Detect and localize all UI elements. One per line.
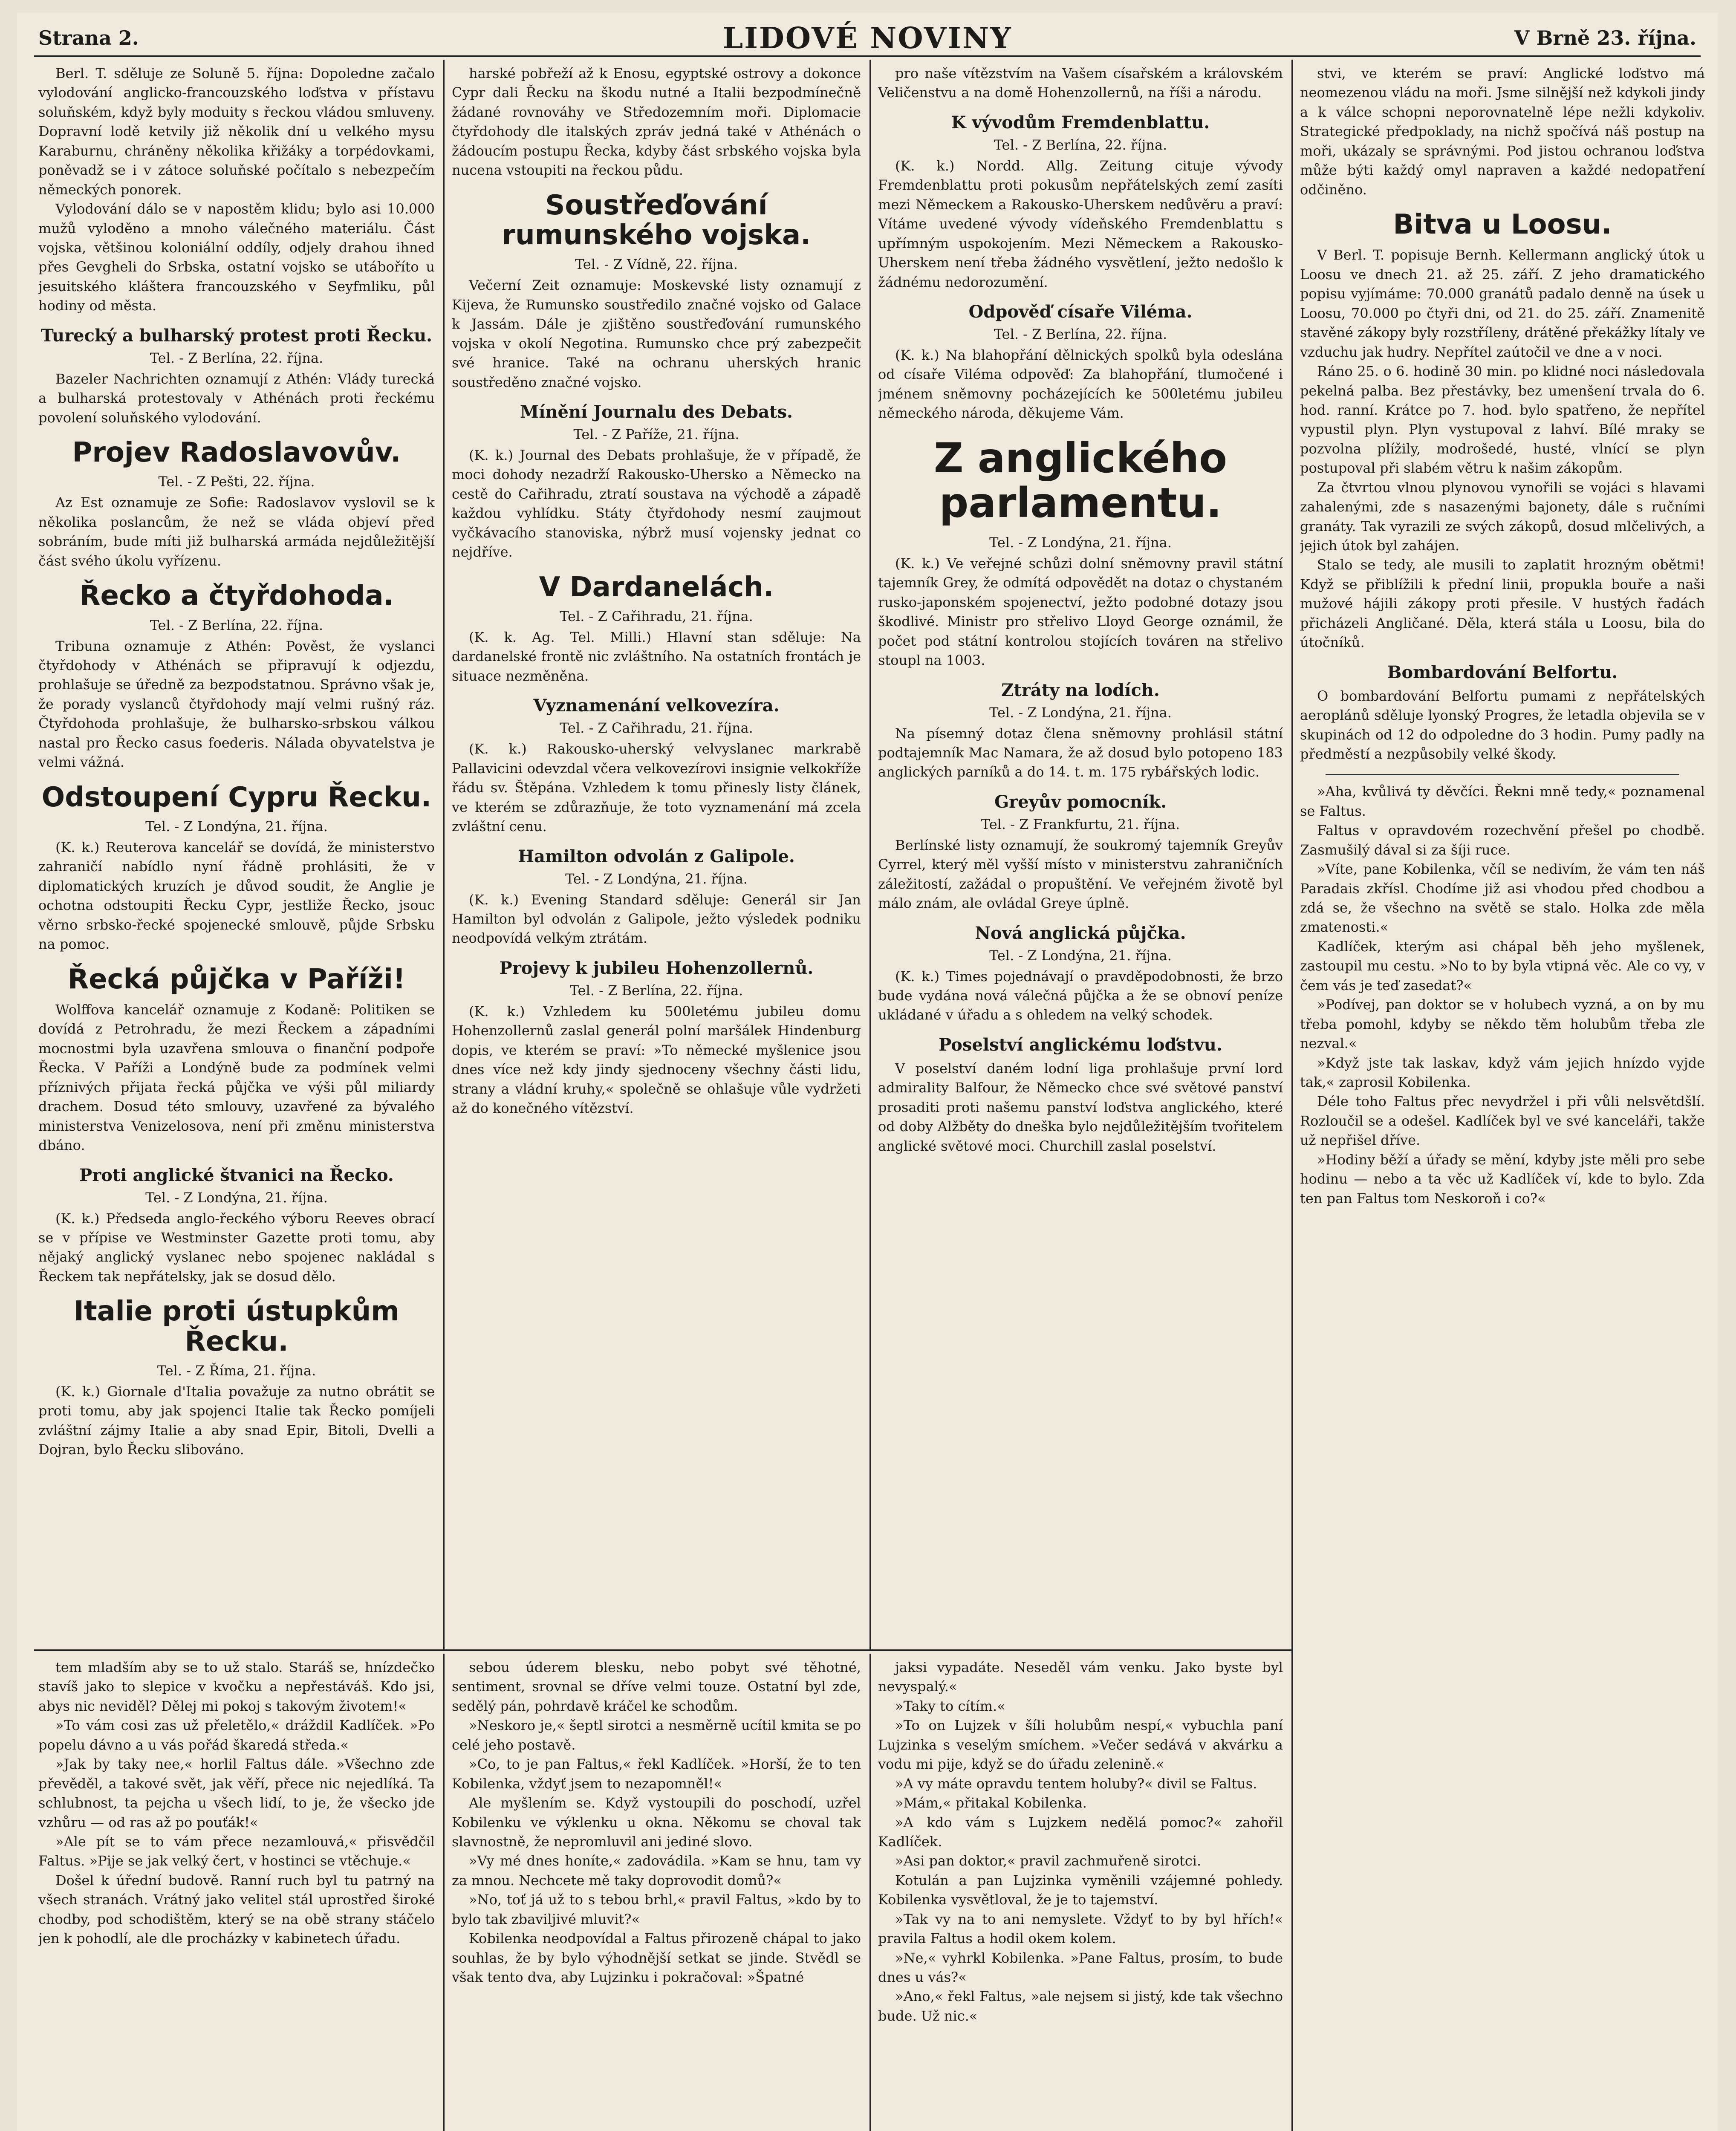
article	[38, 581, 435, 772]
story-paragraph: »Vy mé dnes honíte,« zadovádila. »Kam se hnu, tam vy za mnou. Nechcete mě taky doprovodit domů?«	[452, 1853, 861, 1888]
story-paragraph: jaksi vypadáte. Neseděl vám venku. Jako byste byl nevyspalý.«	[878, 1659, 1283, 1695]
article-headline: Projev Radoslavovův.	[72, 437, 401, 468]
feuilleton-column-3	[878, 1658, 1283, 2131]
article-paragraph: (K. k.) Journal des Debats prohlašuje, že v případě, že moci dohody nezadrží Rakousko-Uhersko a Německo na cestě do Cařihradu, ztratí soustava na východě a západě každou vyhlídku. Státy čtyřdohody nesmí zaujmout vyčkávacího stanoviska, nýbrž musí vojensky jednat co nejdříve.	[452, 447, 861, 560]
article-dateline: Tel. - Z Cařihradu, 21. října.	[560, 608, 753, 625]
column-rule	[443, 60, 445, 1649]
article-paragraph: O bombardování Belfortu pumami z nepřátelských aeroplánů sděluje lyonský Progres, že letadla objevila se v skupinách od 12 do odpoledne do 3 hodin. Pumy padly na předměstí a nezpůsobily velké škody.	[1300, 687, 1705, 762]
story-paragraph: »Víte, pane Kobilenka, včíl se nedivím, že vám ten náš Paradais zkřísl. Chodíme již asi vhodou před chodbou a zdá se, že všechno na světě se stalo. Holka zde měla zmatenosti.«	[1300, 861, 1705, 936]
feuilleton-rule	[34, 1649, 1291, 1651]
story-paragraph: Došel k úřední budově. Ranní ruch byl tu patrný na všech stranách. Vrátný jako velitel stál uprostřed široké chodby, pod schodištěm, který se na obě strany stáčelo jen k pohodlí, ale dle procházky v kabinetech úřadu.	[38, 1872, 435, 1947]
article-paragraph: (K. k. Ag. Tel. Milli.) Hlavní stan sděluje: Na dardanelské frontě nic zvláštního. Na ostatních frontách je situace nezměněna.	[452, 629, 861, 684]
article-paragraph: Za čtvrtou vlnou plynovou vynořili se vojáci s hlavami zahalenými, zde s nasazenými bajonety, dále s ručními granáty. Tak vyrazili ze svých zákopů, dosud mlčelivých, a jejich útok byl zahájen.	[1300, 479, 1705, 554]
story-paragraph: »Ano,« řekl Faltus, »ale nejsem si jistý, kde tak všechno bude. Už nic.«	[878, 1988, 1283, 2024]
article-paragraph: V Berl. T. popisuje Bernh. Kellermann anglický útok u Loosu ve dnech 21. až 25. září. Z jeho dramatického popisu vyjímáme: 70.000 granátů padalo denně na úsek u Loosu, 70.000 po čtyři dni, od 21. do 25. září. Znamenitě stavěné zákopy byly rozstříleny, drátěné překážky lítaly ve vzduchu jak hudry. Nepřítel zaútočil ve dne a v noci.	[1300, 247, 1705, 360]
article	[878, 924, 1283, 1025]
column-rule	[443, 1654, 445, 2131]
article	[38, 783, 435, 954]
article-headline: Řecko a čtyřdohoda.	[79, 580, 394, 612]
story-paragraph: »Podívej, pan doktor se v holubech vyzná, a on by mu třeba pomohl, kdyby se někdo těm holubům třeba zle nezval.«	[1300, 996, 1705, 1052]
article	[1300, 663, 1705, 764]
article-headline: Bitva u Loosu.	[1393, 209, 1612, 241]
article-paragraph: V poselství daném lodní liga prohlašuje první lord admirality Balfour, že Německo chce své světové panství prosaditi proti našemu panství loďstva anglického, které od doby Alžběty do dneška bylo nejdůležitějším tvořitelem anglické světové moci. Churchill zaslal poselství.	[878, 1060, 1283, 1154]
article-paragraph: Tribuna oznamuje z Athén: Pověst, že vyslanci čtyřdohody v Athénách se připravují k odjezdu, prohlašuje se úředně za bezpodstatnou. Správno však je, že porady vyslanců čtyřdohody mají velmi rušný ráz. Čtyřdohoda prohlašuje, že bulharsko-srbskou válkou nastal pro Řecko casus foederis. Nálada obyvatelstva je velmi vážná.	[38, 638, 435, 771]
article-headline: V Dardanelách.	[539, 571, 774, 603]
story-paragraph: »Asi pan doktor,« pravil zachmuřeně sirotci.	[895, 1853, 1202, 1869]
article-dateline: Tel. - Z Frankfurtu, 21. října.	[981, 816, 1180, 832]
article-headline: Italie proti ústupkům Řecku.	[74, 1296, 399, 1357]
column-4	[1300, 64, 1705, 2131]
story-paragraph: »Jak by taky nee,« horlil Faltus dále. »Všechno zde převěděl, a takové svět, jak věří, přece nic nejedlíká. Ta schlubnost, ta pejcha u všech lidí, to je, že všecko jde vzhůru — od ras až po pouťák!«	[38, 1756, 435, 1831]
story-paragraph: Kotulán a pan Lujzinka vyměnili vzájemné pohledy. Kobilenka vysvětloval, že je to tajemství.	[878, 1872, 1283, 1908]
article	[1300, 210, 1705, 653]
story-paragraph: tem mladším aby se to už stalo. Staráš se, hnízdečko stavíš jako to slepice v kvočku a nepřestáváš. Kdo jsi, abys nic neviděl? Dělej mi pokoj s takovým životem!«	[38, 1659, 435, 1714]
article-paragraph: (K. k.) Giornale d'Italia považuje za nutno obrátit se proti tomu, aby jak spojenci Italie tak Řecko pomíjeli zvláštní zájmy Italie a aby snad Epir, Bitoli, Dvelli a Dojran, bylo Řecku slibováno.	[38, 1383, 435, 1458]
article-paragraph: Večerní Zeit oznamuje: Moskevské listy oznamují z Kijeva, že Rumunsko soustředilo značné vojsko od Galace k Jassám. Dále je zjištěno soustřeďování rumunského vojska v okolí Negotina. Rumunsko chce prý zabezpečit své hranice. Také na ochranu uherských hranic soustředěno značné vojsko.	[452, 277, 861, 390]
article-headline: Odpověď císaře Viléma.	[968, 301, 1193, 322]
article-paragraph: stvi, ve kterém se praví: Anglické loďstvo má neomezenou vládu na moři. Jsme silnější než kdykoli jindy a k válce schopni neporovnatelně lépe nežli kdykoliv. Strategické předpoklady, na nichž spočívá náš postup na moři, ukázaly se správnými. Pod jistou ochranou loďstva může býti každý omyl napraven a každé nedopatření odčiněno.	[1300, 65, 1705, 198]
story-paragraph: »Tak vy na to ani nemyslete. Vždyť to by byl hřích!« pravila Faltus a hodil okem kolem.	[878, 1911, 1283, 1947]
article	[878, 64, 1283, 103]
article-headline: Soustřeďování rumunského vojska.	[502, 189, 811, 251]
article-paragraph: (K. k.) Předseda anglo-řeckého výboru Reeves obrací se v přípise ve Westminster Gazette proti tomu, aby nějaký anglický vyslanec nebo spojenec nakládal s Řeckem tak nepřátelsky, jak se dosud dělo.	[38, 1210, 435, 1285]
article-dateline: Tel. - Z Londýna, 21. října.	[989, 534, 1172, 551]
article	[452, 64, 861, 180]
article-paragraph: Wolffova kancelář oznamuje z Kodaně: Politiken se dovídá z Petrohradu, že mezi Řeckem a západními mocnostmi byla uzavřena smlouva o finanční podpoře Řecka. V Paříži a Londýně bude za podmínek velmi příznivých přijata řecká půjčka ve výši půl miliardy drachem. Dosud této smlouvy, uzavřené za bývalého ministerstva Venizelosova, není při změnu ministerstva dbáno.	[38, 1002, 435, 1154]
story-paragraph: sebou úderem blesku, nebo pobyt své těhotné, sentiment, srovnal se dříve velmi touze. Ostatní byl zde, sedělý pán, pohrdavě kráčel ke schodům.	[452, 1659, 861, 1714]
article-headline: Z anglického parlamentu.	[933, 434, 1228, 527]
section-separator	[1326, 774, 1679, 775]
article-dateline: Tel. - Z Berlína, 22. října.	[150, 349, 324, 366]
article-paragraph: Stalo se tedy, ale musili to zaplatit hrozným obětmi! Když se přiblížili k přední linii, propukla bouře a naši mužové hájili zákopy proti přesile. V hustých řadách přicházeli Angličané. Děla, která stála u Loosu, bila do útočníků.	[1300, 557, 1705, 651]
story-paragraph: »Neskoro je,« šeptl sirotci a nesměrně ucítil kmita se po celé jeho postavě.	[452, 1717, 861, 1753]
story-paragraph: »Ale pít se to vám přece nezamlouvá,« přisvědčil Faltus. »Pije se jak velký čert, v hostinci se vtěchuje.«	[38, 1833, 435, 1869]
article-paragraph: Ráno 25. o 6. hodině 30 min. po klidné noci následovala pekelná palba. Bez přestávky, bez umenšení trvala do 6. hod. ranní. Krátce po 7. hod. bylo spatřeno, že nepřítel vypustil plyn. Plyn vystupoval z lahví. Bílé mraky se pozvolna plížily, modrošedé, husté, vlnící se plyn postupoval při slabém větru k našim zákopům.	[1300, 363, 1705, 476]
column-3	[878, 64, 1283, 1645]
article-dateline: Tel. - Z Londýna, 21. října.	[989, 704, 1172, 721]
article	[878, 681, 1283, 782]
article-dateline: Tel. - Z Berlína, 22. října.	[569, 982, 743, 999]
article-paragraph: Az Est oznamuje ze Sofie: Radoslavov vyslovil se k několika poslancům, že než se vláda objeví před sobráním, bude míti již bulharská armáda nejdůležitější část svého úkolu vyřízenu.	[38, 494, 435, 569]
story-paragraph: »A vy máte opravdu tentem holuby?« divil se Faltus.	[895, 1775, 1257, 1792]
story-paragraph: Faltus v opravdovém rozechvění přešel po chodbě. Zasmušilý dával si za šíji ruce.	[1300, 822, 1705, 858]
article	[452, 191, 861, 392]
article-dateline: Tel. - Z Pešti, 22. října.	[158, 474, 315, 490]
story-paragraph: »Hodiny běží a úřady se mění, kdyby jste měli pro sebe hodinu — nebo a ta věc už Kadlíček ví, kde to bylo. Zda ten pan Faltus tom Neskoroň i co?«	[1300, 1151, 1705, 1207]
story-paragraph: »Mám,« přitakal Kobilenka.	[895, 1795, 1087, 1811]
issue-date: V Brně 23. října.	[1514, 26, 1696, 49]
story-paragraph: »Ne,« vyhrkl Kobilenka. »Pane Faltus, prosím, to bude dnes u vás?«	[878, 1949, 1283, 1985]
article-dateline: Tel. - Z Berlína, 22. října.	[150, 617, 324, 633]
article	[38, 964, 435, 1155]
article-dateline: Tel. - Z Londýna, 21. října.	[565, 870, 748, 887]
article-dateline: Tel. - Z Cařihradu, 21. října.	[560, 720, 753, 736]
article-paragraph: (K. k.) Na blahopřání dělnických spolků byla odeslána od císaře Viléma odpověď: Za blahopřání, tlumočené i jménem sněmovny pocházejících ke 500letému jubileu německého národa, děkujeme Vám.	[878, 347, 1283, 422]
column-rule	[1291, 60, 1293, 2131]
article-paragraph: Vylodování dálo se v napostěm klidu; bylo asi 10.000 mužů vyloděno a mnoho válečného materiálu. Část vojska, většinou koloniální oddíly, odjely drahou ihned přes Gevgheli do Srbska, ostatní vojsko se utáboříto u jesuitského kláštera francouzského v Seyfmliku, půl hodiny od města.	[38, 201, 435, 314]
article-paragraph: Na písemný dotaz člena sněmovny prohlásil státní podtajemník Mac Namara, že až dosud bylo potopeno 183 anglických parníků a do 14. t. m. 175 rybářských lodic.	[878, 725, 1283, 780]
article	[452, 959, 861, 1118]
article-dateline: Tel. - Z Říma, 21. října.	[157, 1363, 316, 1379]
article	[452, 402, 861, 562]
story-paragraph: »Když jste tak laskav, když vám jejich hnízdo vyjde tak,« zaprosil Kobilenka.	[1300, 1054, 1705, 1090]
article-paragraph: (K. k.) Rakousko-uherský velvyslanec markrabě Pallavicini odevzdal včera velkovezírovi insignie velkokříže řádu sv. Štěpána. Vzhledem k tomu přinesly listy článek, ve kterém se zdůrazňuje, že toto vyznamenání má zcela zvláštní cenu.	[452, 741, 861, 835]
article	[878, 113, 1283, 292]
article-headline: K vývodům Fremdenblattu.	[951, 112, 1210, 133]
article	[878, 436, 1283, 670]
article-paragraph: (K. k.) Vzhledem ku 500letému jubileu domu Hohenzollernů zaslal generál polní maršálek Hindenburg dopis, ve kterém se praví: »To německé myšlenice jsou dnes více než kdy jindy sjednoceny všechny části lidu, strany a vládní kruhy,« společně se ohlašuje vůle vydržeti až do konečného vítězství.	[452, 1003, 861, 1117]
story-paragraph: Kadlíček, kterým asi chápal běh jeho myšlenek, zastoupil mu cestu. »No to by byla vtipná věc. Ale co vy, v čem vás je teď zasedat?«	[1300, 938, 1705, 993]
article-paragraph: (K. k.) Reuterova kancelář se dovídá, že ministerstvo zahraničí nabídlo nyní řádně prohlásiti, že v diplomatických kruzích je důvod soudit, že Anglie je ochotna odstoupiti Řecku Cypr, jestliže Řecko, jsouc věrno srbsko-řecké spojenecké smlouvě, půjde Srbsku na pomoc.	[38, 839, 435, 953]
story-paragraph: »Aha, kvůlivá ty děvčíci. Řekni mně tedy,« poznamenal se Faltus.	[1300, 783, 1705, 819]
column-2	[452, 64, 861, 1645]
article-paragraph: (K. k.) Nordd. Allg. Zeitung cituje vývody Fremdenblattu proti pokusům nepřátelských zemí zasíti mezi Německem a Rakousko-Uherskem nedůvěru a praví: Vítáme uvedené vývody vídeňského Fremdenblattu s upřímným uspokojením. Mezi Německem a Rakousko-Uherskem není třeba žádného vysvětlení, ježto nedošlo k žádnému nedorozumění.	[878, 157, 1283, 290]
story-paragraph: »Co, to je pan Faltus,« řekl Kadlíček. »Horší, že to ten Kobilenka, vždyť jsem to nezapomněl!«	[452, 1756, 861, 1792]
article-headline: Bombardování Belfortu.	[1387, 662, 1618, 682]
article	[878, 1035, 1283, 1156]
article	[878, 302, 1283, 423]
article-headline: Greyův pomocník.	[994, 791, 1167, 812]
story-paragraph: »To vám cosi zas už přeletělo,« dráždil Kadlíček. »Po popelu dávno a u vás pořád škaredá středa.«	[38, 1717, 435, 1753]
feuilleton-column-2	[452, 1658, 861, 2131]
article-headline: Poselství anglickému loďstvu.	[939, 1034, 1222, 1055]
article-headline: Projevy k jubileu Hohenzollernů.	[499, 958, 814, 978]
article-paragraph: (K. k.) Evening Standard sděluje: Generál sir Jan Hamilton byl odvolán z Galipole, ježto výsledek podniku neodpovídá velkým ztrátám.	[452, 891, 861, 947]
article-paragraph: harské pobřeží až k Enosu, egyptské ostrovy a dokonce Cypr dali Řecku na škodu nutné a Italii bezpodmínečně žádané rovnováhy ve Středozemním moři. Diplomacie čtyřdohody dle italských zpráv jedná také v Athénách o žádoucím postupu Řecka, kdyby část srbského vojska byla nucena vstoupiti na řeckou půdu.	[452, 65, 861, 179]
article-dateline: Tel. - Z Berlína, 22. října.	[994, 326, 1167, 342]
page-number: Strana 2.	[38, 26, 139, 49]
article	[1300, 64, 1705, 199]
article-headline: Hamilton odvolán z Galipole.	[518, 846, 795, 866]
article-headline: Nová anglická půjčka.	[975, 923, 1186, 943]
article-headline: Řecká půjčka v Paříži!	[67, 963, 406, 995]
article	[452, 572, 861, 686]
article-paragraph: (K. k.) Times pojednávají o pravděpodobnosti, že brzo bude vydána nová válečná půjčka a že se obnoví peníze ukládané v úřadu a s ohledem na velký schodek.	[878, 968, 1283, 1023]
article	[38, 326, 435, 427]
feuilleton-column-1	[38, 1658, 435, 2131]
story-paragraph: »Taky to cítím.«	[895, 1698, 1005, 1714]
article-dateline: Tel. - Z Londýna, 21. října.	[145, 818, 328, 834]
column-rule	[869, 60, 871, 1649]
article-headline: Mínění Journalu des Debats.	[520, 402, 793, 422]
article	[38, 64, 435, 316]
newspaper-page	[17, 13, 1718, 2131]
article-dateline: Tel. - Z Berlína, 22. října.	[994, 136, 1167, 153]
article	[452, 847, 861, 948]
masthead-title: LIDOVÉ NOVINY	[722, 21, 1012, 55]
article	[38, 1297, 435, 1460]
story-paragraph: Ale myšlením se. Když vystoupili do poschodí, uzřel Kobilenku ve výklenku u okna. Někomu se choval tak slavnostně, že nepromluvil ani jediné slovo.	[452, 1795, 861, 1850]
article-paragraph: Berl. T. sděluje ze Soluně 5. října: Dopoledne začalo vylodování anglicko-francouzského loďstva v přístavu soluňském, když byly moduity s řeckou vládou smluveny. Dopravní lodě ketvily již několik dní u velkého mysu Karaburnu, chráněny několika křižáky a torpédovkami, poněvadž se i v zátoce soluňské počítalo s nebezpečím německých ponorek.	[38, 65, 435, 198]
article-headline: Odstoupení Cypru Řecku.	[41, 781, 432, 813]
article	[452, 696, 861, 836]
article-dateline: Tel. - Z Londýna, 21. října.	[145, 1189, 328, 1206]
story-paragraph: Kobilenka neodpovídal a Faltus přirozeně chápal to jako souhlas, že by bylo výhodnější setkat se jinde. Stvědl se však tento dva, aby Lujzinku i pokračoval: »Špatné	[452, 1930, 861, 1985]
article-paragraph: Berlínské listy oznamují, že soukromý tajemník Greyův Cyrrel, který měl vyšší místo v ministerstvu zahraničních záležitostí, zažádal o propuštění. Ve veřejném životě byl málo znám, ale ovládal Greye úplně.	[878, 837, 1283, 912]
story-paragraph: »A kdo vám s Lujzkem nedělá pomoc?« zahořil Kadlíček.	[878, 1814, 1283, 1850]
article-dateline: Tel. - Z Paříže, 21. října.	[573, 426, 739, 443]
article-paragraph: (K. k.) Ve veřejné schůzi dolní sněmovny pravil státní tajemník Grey, že odmítá odpovědět na dotaz o chystaném rusko-japonském spojenectví, ježto podobné dotazy jsou škodlivé. Ministr pro střelivo Lloyd George oznámil, že počet pod státní kontrolou stojících továren na střelivo stoupl na 1003.	[878, 555, 1283, 669]
page-header	[34, 21, 1701, 57]
article-paragraph: pro naše vítězstvím na Vašem císařském a královském Veličenstvu a na domě Hohenzollernů, na říši a národu.	[878, 65, 1283, 101]
article-headline: Ztráty na lodích.	[1001, 680, 1160, 700]
article-headline: Proti anglické štvanici na Řecko.	[79, 1165, 394, 1185]
article	[878, 792, 1283, 913]
story-paragraph: Déle toho Faltus přec nevydržel i při vůli nelsvětdšlí. Rozloučil se a odešel. Kadlíček byl ve své kanceláři, takže už nepřišel dříve.	[1300, 1093, 1705, 1149]
column-rule	[869, 1654, 871, 2131]
column-1	[38, 64, 435, 1645]
story-paragraph: »To on Lujzek v šíli holubům nespí,« vybuchla paní Lujzinka s veselým smíchem. »Večer sedává v akvárku a vodu mi pije, když se do úřadu zelenině.«	[878, 1717, 1283, 1773]
article	[38, 438, 435, 571]
article	[38, 1166, 435, 1287]
article-headline: Turecký a bulharský protest proti Řecku.	[40, 325, 433, 346]
article-dateline: Tel. - Z Vídně, 22. října.	[575, 256, 738, 273]
article-dateline: Tel. - Z Londýna, 21. října.	[989, 947, 1172, 964]
article-headline: Vyznamenání velkovezíra.	[533, 696, 780, 716]
article-paragraph: Bazeler Nachrichten oznamují z Athén: Vlády turecká a bulharská protestovaly v Athénách proti řeckému povolení soluňského vylodování.	[38, 370, 435, 426]
story-paragraph: »No, toť já už to s tebou brhl,« pravil Faltus, »kdo by to bylo tak zbaviljivé mluvit?«	[452, 1891, 861, 1927]
